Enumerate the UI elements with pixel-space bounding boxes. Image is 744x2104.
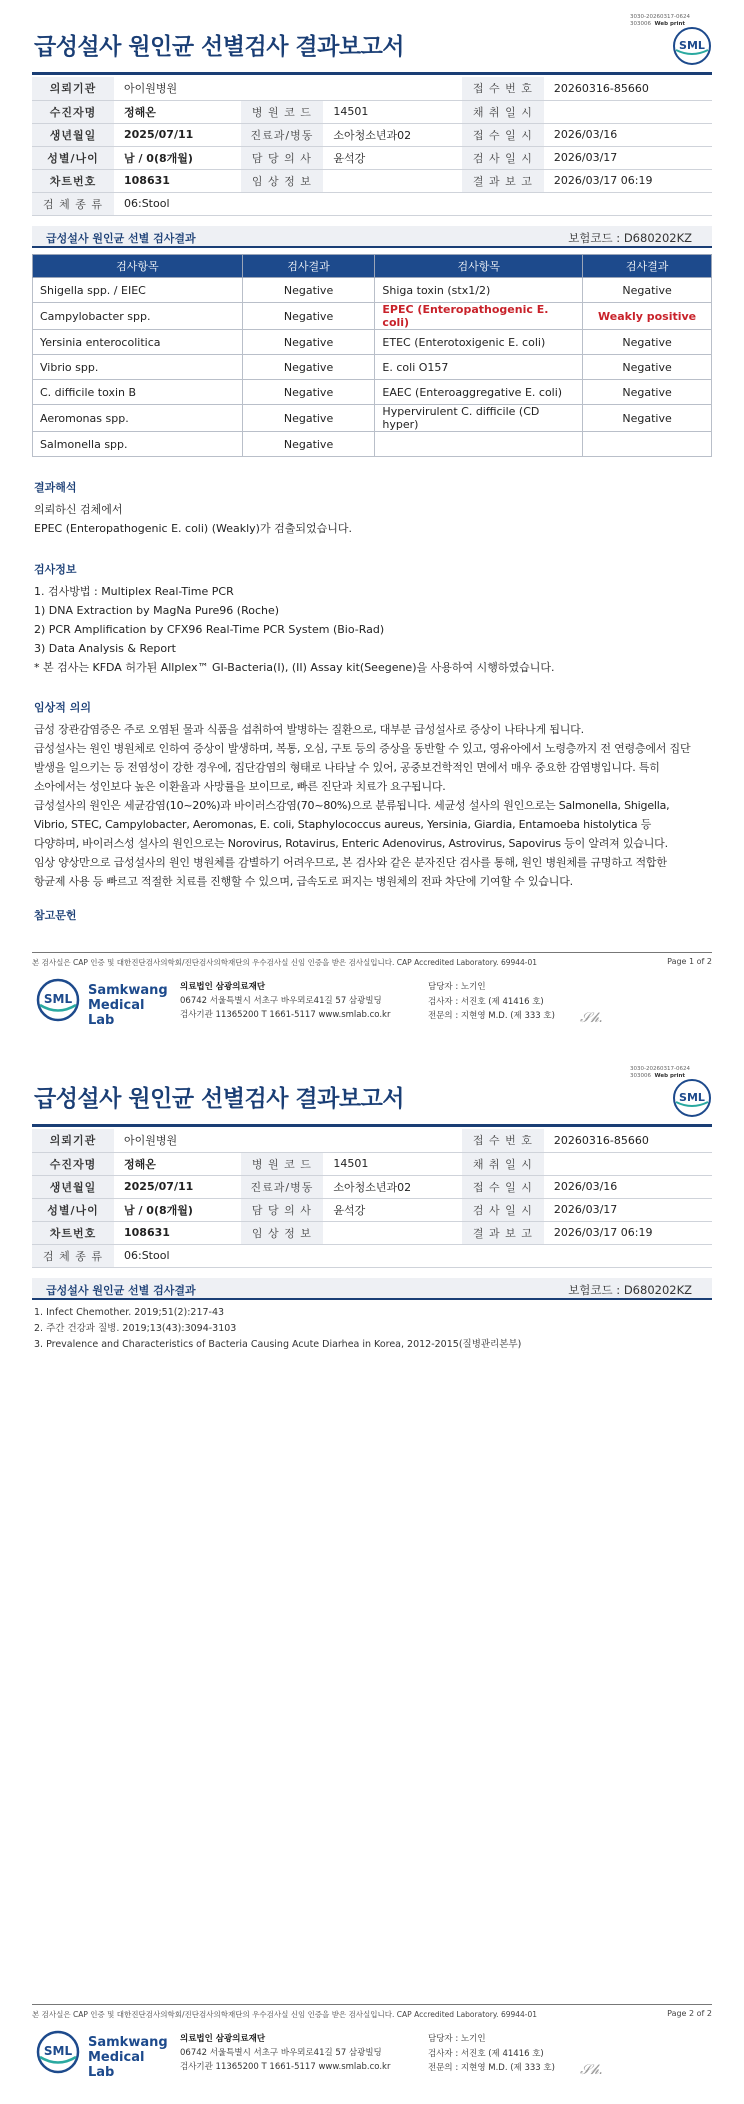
value-received-date: 2026/03/16 [544, 123, 712, 146]
clinical-line: 발생을 일으키는 등 전염성이 강한 경우에, 집단감염의 형태로 나타날 수 있어, 공중보건학적인 면에서 매우 중요한 감염병입니다. 특히 [34, 761, 660, 774]
label-patient-name: 수진자명 [32, 100, 114, 123]
test-result: Negative [242, 432, 375, 457]
label-department: 진료과/병동 [241, 1175, 324, 1198]
report-title: 급성설사 원인균 선별검사 결과보고서 [34, 1086, 405, 1112]
lab-name: Samkwang [88, 983, 168, 998]
label-patient-name: 수진자명 [32, 1152, 114, 1175]
references-list [34, 1305, 521, 1353]
reference-item: 2. 주간 건강과 질병. 2019;13(43):3094-3103 [34, 1323, 237, 1334]
value-doctor: 윤석강 [323, 146, 462, 169]
test-item: Shiga toxin (stx1/2) [375, 278, 583, 303]
method-section [34, 560, 710, 677]
svg-text:SML: SML [43, 2044, 73, 2058]
value-department: 소아청소년과02 [323, 1175, 462, 1198]
test-item: Aeromonas spp. [33, 405, 243, 432]
value-hospital-code: 14501 [323, 100, 462, 123]
method-line: 3) Data Analysis & Report [34, 642, 176, 655]
method-title: 검사정보 [34, 563, 77, 576]
test-item: C. difficile toxin B [33, 380, 243, 405]
document-id: 3030-20260317-0624 303006 Web print [630, 14, 690, 27]
patient-info-table [32, 77, 712, 216]
label-specimen: 검 체 종 류 [32, 1244, 114, 1267]
test-result: Negative [242, 330, 375, 355]
value-collection-date [544, 1152, 712, 1175]
test-result: Negative [242, 380, 375, 405]
page-number: Page 2 of 2 [667, 2009, 712, 2018]
value-collection-date [544, 100, 712, 123]
test-result: Negative [242, 355, 375, 380]
signature: 𝒮𝒽. [580, 2062, 604, 2078]
clinical-line: 항균제 사용 등 빠르고 적절한 치료를 진행할 수 있으며, 급속도로 퍼지는 병원체의 전파 차단에 기여할 수 있습니다. [34, 875, 573, 888]
test-result-positive: Weakly positive [583, 303, 712, 330]
label-doctor: 담 당 의 사 [241, 1198, 324, 1221]
table-row [33, 278, 712, 303]
value-department: 소아청소년과02 [323, 123, 462, 146]
method-line: 1. 검사방법 : Multiplex Real-Time PCR [34, 585, 234, 598]
clinical-line: Vibrio, STEC, Campylobacter, Aeromonas, E. coli, Staphylococcus aureus, Yersinia, Giardia, Entamoeba histolytica 등 [34, 818, 652, 831]
manager: 담당자 : 노기인 [428, 2034, 486, 2044]
test-item: Yersinia enterocolitica [33, 330, 243, 355]
manager: 담당자 : 노기인 [428, 982, 486, 992]
interpretation-text: EPEC (Enteropathogenic E. coli) (Weakly)가 검출되었습니다. [34, 522, 352, 535]
value-clinical-info [323, 1221, 462, 1244]
lab-name: Samkwang [88, 2035, 168, 2050]
report-title: 급성설사 원인균 선별검사 결과보고서 [34, 34, 405, 60]
interpretation-title: 결과해석 [34, 481, 77, 494]
lab-org: 의료법인 삼광의료재단 [180, 982, 266, 992]
table-row [33, 405, 712, 432]
table-row [33, 355, 712, 380]
label-institution: 의뢰기관 [32, 77, 114, 100]
label-clinical-info: 임 상 정 보 [241, 169, 324, 192]
method-line: 2) PCR Amplification by CFX96 Real-Time PCR System (Bio-Rad) [34, 623, 385, 636]
insurance-code: 보험코드 : D680202KZ [568, 1283, 692, 1297]
value-sex-age: 남 / 0(8개월) [114, 146, 241, 169]
value-chart-number: 108631 [114, 1221, 241, 1244]
sml-logo-icon [672, 1078, 712, 1118]
label-received-date: 접 수 일 시 [462, 123, 544, 146]
interpretation-section [34, 478, 710, 538]
cert-text: 본 검사실은 CAP 인증 및 대한진단검사의학회/진단검사의학재단의 우수검사실 신임 인증을 받은 검사실입니다. CAP Accredited Laboratory. 69944-01 [32, 958, 538, 967]
lab-address [180, 980, 390, 1022]
cert-text: 본 검사실은 CAP 인증 및 대한진단검사의학회/진단검사의학재단의 우수검사실 신임 인증을 받은 검사실입니다. CAP Accredited Laboratory. 69944-01 [32, 2010, 538, 2019]
label-doctor: 담 당 의 사 [241, 146, 324, 169]
lab-logo [36, 2030, 168, 2080]
test-item: EAEC (Enteroaggregative E. coli) [375, 380, 583, 405]
tester: 검사자 : 서진호 (제 41416 호) [428, 996, 544, 1007]
clinical-line: 급성설사는 원인 병원체로 인하여 증상이 발생하며, 복통, 오심, 구토 등의 증상을 동반할 수 있고, 영유아에서 노령층까지 전 연령층에서 집단 [34, 742, 691, 755]
label-test-date: 검 사 일 시 [462, 1198, 544, 1221]
lab-name: Medical Lab [88, 2050, 145, 2080]
value-accession: 20260316-85660 [544, 1129, 712, 1152]
test-item: Campylobacter spp. [33, 303, 243, 330]
clinical-line: 임상 양상만으로 급성설사의 원인 병원체를 감별하기 어려우므로, 본 검사와 같은 분자진단 검사를 통해, 원인 병원체를 규명하고 적합한 [34, 856, 667, 869]
results-header-item: 검사항목 [33, 255, 243, 278]
label-institution: 의뢰기관 [32, 1129, 114, 1152]
value-doctor: 윤석강 [323, 1198, 462, 1221]
value-patient-name: 정해온 [114, 1152, 241, 1175]
test-result: Negative [583, 405, 712, 432]
value-received-date: 2026/03/16 [544, 1175, 712, 1198]
test-item: Shigella spp. / EIEC [33, 278, 243, 303]
title-divider [32, 1124, 712, 1127]
value-clinical-info [323, 169, 462, 192]
test-result [583, 432, 712, 457]
contact-text: 검사기관 11365200 T 1661-5117 www.smlab.co.kr [180, 1010, 391, 1020]
clinical-line: 급성설사의 원인은 세균감염(10~20%)과 바이러스감염(70~80%)으로 분류됩니다. 세균성 설사의 원인으로는 Salmonella, Shigella, [34, 799, 670, 812]
footer-cert [32, 957, 712, 968]
results-section-header [32, 1278, 712, 1300]
test-item: ETEC (Enterotoxigenic E. coli) [375, 330, 583, 355]
value-patient-name: 정해온 [114, 100, 241, 123]
label-hospital-code: 병 원 코 드 [241, 1152, 324, 1175]
table-row [33, 303, 712, 330]
references-title: 참고문헌 [34, 909, 77, 922]
label-sex-age: 성별/나이 [32, 146, 114, 169]
value-report-date: 2026/03/17 06:19 [544, 1221, 712, 1244]
label-accession: 접 수 번 호 [462, 1129, 544, 1152]
test-item: Hypervirulent C. difficile (CD hyper) [375, 405, 583, 432]
document-id: 3030-20260317-0624 303006 Web print [630, 1066, 690, 1079]
lab-logo [36, 978, 168, 1028]
test-result: Negative [242, 278, 375, 303]
lab-address [180, 2032, 390, 2074]
value-institution: 아이원병원 [114, 1129, 462, 1152]
label-sex-age: 성별/나이 [32, 1198, 114, 1221]
label-received-date: 접 수 일 시 [462, 1175, 544, 1198]
results-section-title: 급성설사 원인균 선별 검사결과 [46, 232, 196, 245]
footer-divider [32, 2004, 712, 2005]
test-result: Negative [242, 405, 375, 432]
method-line: 1) DNA Extraction by MagNa Pure96 (Roche) [34, 604, 280, 617]
label-report-date: 결 과 보 고 [462, 1221, 544, 1244]
method-line: * 본 검사는 KFDA 허가된 Allplex™ GI-Bacteria(I), (II) Assay kit(Seegene)을 사용하여 시행하였습니다. [34, 661, 555, 674]
test-item: E. coli O157 [375, 355, 583, 380]
specialist: 전문의 : 지현영 M.D. (제 333 호) [428, 2063, 555, 2073]
address-text: 06742 서울특별시 서초구 바우뫼로41길 57 삼광빌딩 [180, 996, 382, 1006]
results-section-header [32, 226, 712, 248]
label-specimen: 검 체 종 류 [32, 192, 114, 215]
test-item [375, 432, 583, 457]
clinical-section [34, 698, 710, 891]
reference-item: 3. Prevalence and Characteristics of Bacteria Causing Acute Diarhea in Korea, 2012-2015(질병관리본부) [34, 1339, 522, 1350]
footer-divider [32, 952, 712, 953]
table-row [33, 432, 712, 457]
value-chart-number: 108631 [114, 169, 241, 192]
label-clinical-info: 임 상 정 보 [241, 1221, 324, 1244]
clinical-title: 임상적 의의 [34, 701, 91, 714]
signatories [428, 2032, 555, 2076]
value-report-date: 2026/03/17 06:19 [544, 169, 712, 192]
value-hospital-code: 14501 [323, 1152, 462, 1175]
references-heading-section [34, 906, 710, 928]
results-section-title: 급성설사 원인균 선별 검사결과 [46, 1284, 196, 1297]
signature: 𝒮𝒽. [580, 1010, 604, 1026]
results-header-item: 검사항목 [375, 255, 583, 278]
interpretation-text: 의뢰하신 검체에서 [34, 503, 123, 516]
signatories [428, 980, 555, 1024]
value-test-date: 2026/03/17 [544, 146, 712, 169]
value-test-date: 2026/03/17 [544, 1198, 712, 1221]
label-collection-date: 채 취 일 시 [462, 100, 544, 123]
contact-text: 검사기관 11365200 T 1661-5117 www.smlab.co.kr [180, 2062, 391, 2072]
test-item: Salmonella spp. [33, 432, 243, 457]
sml-circle-icon [36, 978, 80, 1022]
svg-text:SML: SML [679, 39, 705, 52]
title-divider [32, 72, 712, 75]
test-result: Negative [583, 355, 712, 380]
test-result: Negative [583, 380, 712, 405]
svg-text:SML: SML [679, 1091, 705, 1104]
label-collection-date: 채 취 일 시 [462, 1152, 544, 1175]
clinical-line: 다양하며, 바이러스성 설사의 원인으로는 Norovirus, Rotavirus, Enteric Adenovirus, Astrovirus, Sapovirus 등이 알려져 있습니다. [34, 837, 668, 850]
test-result: Negative [583, 278, 712, 303]
value-institution: 아이원병원 [114, 77, 462, 100]
label-chart-number: 차트번호 [32, 169, 114, 192]
report-page-2 [0, 1052, 744, 2104]
specialist: 전문의 : 지현영 M.D. (제 333 호) [428, 1011, 555, 1021]
clinical-line: 급성 장관감염증은 주로 오염된 물과 식품을 섭취하여 발병하는 질환으로, 대부분 급성설사로 증상이 나타나게 됩니다. [34, 723, 584, 736]
clinical-line: 소아에서는 성인보다 높은 이환율과 사망률을 보이므로, 빠른 진단과 치료가 요구됩니다. [34, 780, 446, 793]
value-accession: 20260316-85660 [544, 77, 712, 100]
value-birthdate: 2025/07/11 [114, 1175, 241, 1198]
label-birthdate: 생년월일 [32, 123, 114, 146]
reference-item: 1. Infect Chemother. 2019;51(2):217-43 [34, 1307, 225, 1318]
sml-logo-icon [672, 26, 712, 66]
page-number: Page 1 of 2 [667, 957, 712, 966]
value-specimen: 06:Stool [114, 1244, 712, 1267]
patient-info-table [32, 1129, 712, 1268]
label-birthdate: 생년월일 [32, 1175, 114, 1198]
table-row [33, 330, 712, 355]
lab-org: 의료법인 삼광의료재단 [180, 2034, 266, 2044]
results-header-result: 검사결과 [583, 255, 712, 278]
footer-cert [32, 2009, 712, 2020]
insurance-code: 보험코드 : D680202KZ [568, 231, 692, 245]
label-report-date: 결 과 보 고 [462, 169, 544, 192]
label-hospital-code: 병 원 코 드 [241, 100, 324, 123]
test-result: Negative [242, 303, 375, 330]
label-chart-number: 차트번호 [32, 1221, 114, 1244]
results-table [32, 254, 712, 457]
label-department: 진료과/병동 [241, 123, 324, 146]
table-row [33, 380, 712, 405]
test-item: Vibrio spp. [33, 355, 243, 380]
label-accession: 접 수 번 호 [462, 77, 544, 100]
tester: 검사자 : 서진호 (제 41416 호) [428, 2048, 544, 2059]
lab-name: Medical Lab [88, 998, 145, 1028]
label-test-date: 검 사 일 시 [462, 146, 544, 169]
address-text: 06742 서울특별시 서초구 바우뫼로41길 57 삼광빌딩 [180, 2048, 382, 2058]
value-birthdate: 2025/07/11 [114, 123, 241, 146]
svg-text:SML: SML [43, 992, 73, 1006]
results-header-result: 검사결과 [242, 255, 375, 278]
test-item-positive: EPEC (Enteropathogenic E. coli) [375, 303, 583, 330]
sml-circle-icon [36, 2030, 80, 2074]
test-result: Negative [583, 330, 712, 355]
value-specimen: 06:Stool [114, 192, 712, 215]
value-sex-age: 남 / 0(8개월) [114, 1198, 241, 1221]
